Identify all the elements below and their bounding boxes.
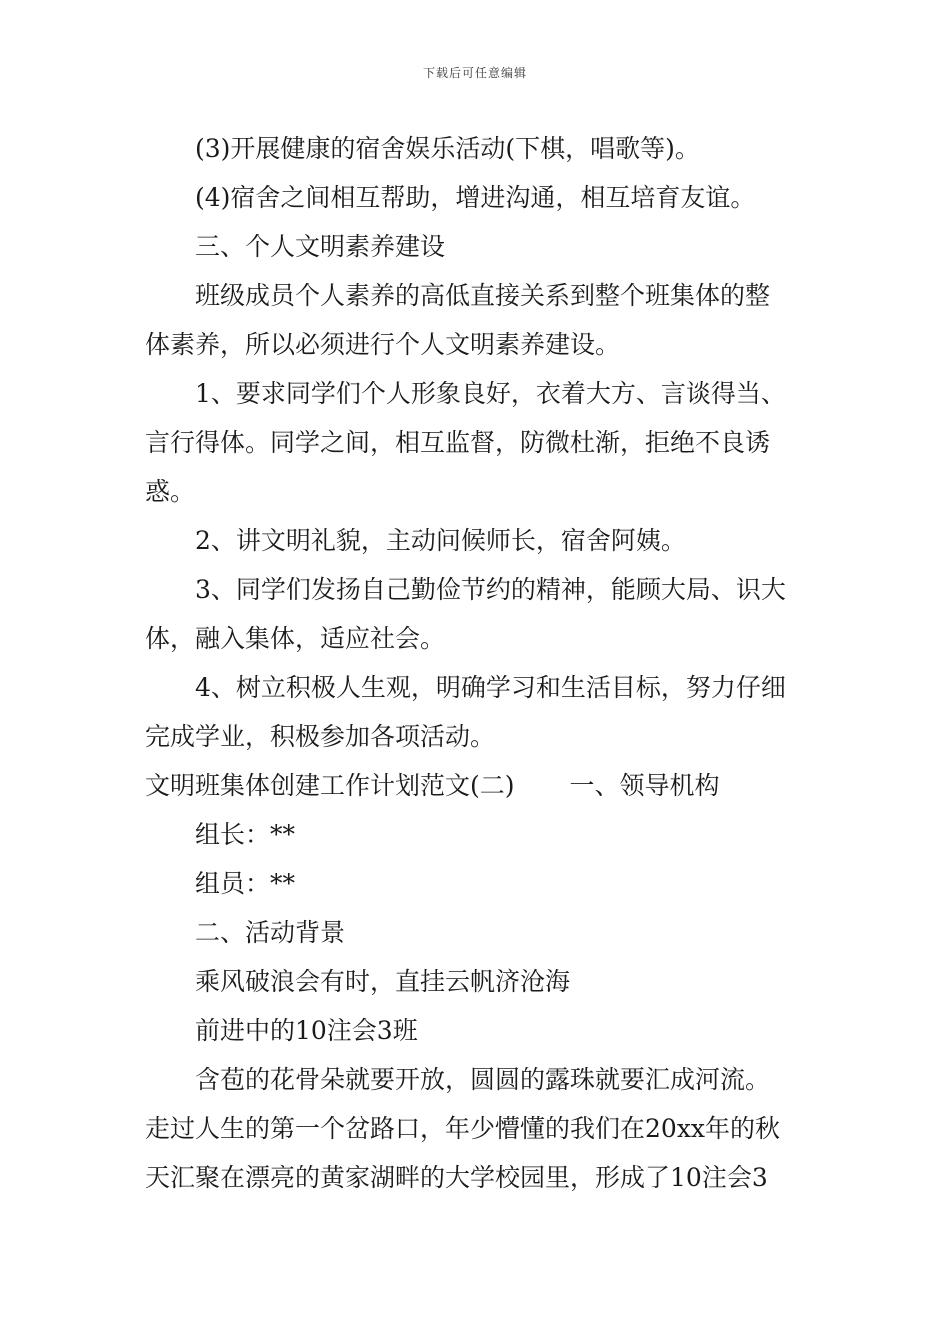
paragraph-line: (4)宿舍之间相互帮助，增进沟通，相互培育友谊。	[195, 183, 756, 212]
paragraph-line: 3、同学们发扬自己勤俭节约的精神，能顾大局、识大	[195, 575, 786, 604]
paragraph-line: 2、讲文明礼貌，主动问候师长，宿舍阿姨。	[195, 526, 686, 555]
paragraph-line: 乘风破浪会有时，直挂云帆济沧海	[195, 967, 571, 996]
document-title: 文明班集体创建工作计划范文(二)	[145, 771, 515, 800]
paragraph-line: 1、要求同学们个人形象良好，衣着大方、言谈得当、	[195, 379, 786, 408]
paragraph-line: 组员：**	[195, 869, 296, 898]
paragraph-line: 前进中的10注会3班	[195, 1016, 418, 1045]
paragraph-line: 组长：**	[195, 820, 296, 849]
document-body	[145, 124, 810, 1202]
page-header: 下载后可任意编辑	[422, 66, 527, 80]
paragraph-line: 完成学业，积极参加各项活动。	[145, 722, 496, 751]
paragraph-line: 天汇聚在漂亮的黄家湖畔的大学校园里，形成了10注会3	[145, 1163, 768, 1192]
paragraph-line: 惑。	[145, 477, 196, 506]
paragraph-line: 言行得体。同学之间，相互监督，防微杜渐，拒绝不良诱	[145, 428, 771, 457]
section-heading: 一、领导机构	[569, 771, 720, 800]
paragraph-line: 含苞的花骨朵就要开放，圆圆的露珠就要汇成河流。	[195, 1065, 771, 1094]
paragraph-line: 4、树立积极人生观，明确学习和生活目标，努力仔细	[195, 673, 786, 702]
paragraph-line: 体，融入集体，适应社会。	[145, 624, 446, 653]
section-heading: 三、个人文明素养建设	[195, 232, 446, 261]
section-heading: 二、活动背景	[195, 918, 346, 947]
document-section-title	[145, 761, 810, 810]
paragraph-line: 班级成员个人素养的高低直接关系到整个班集体的整	[195, 281, 771, 310]
paragraph-line: 走过人生的第一个岔路口，年少懵懂的我们在20xx年的秋	[145, 1114, 781, 1143]
paragraph-line: (3)开展健康的宿舍娱乐活动(下棋，唱歌等)。	[195, 134, 700, 163]
paragraph-line: 体素养，所以必须进行个人文明素养建设。	[145, 330, 621, 359]
